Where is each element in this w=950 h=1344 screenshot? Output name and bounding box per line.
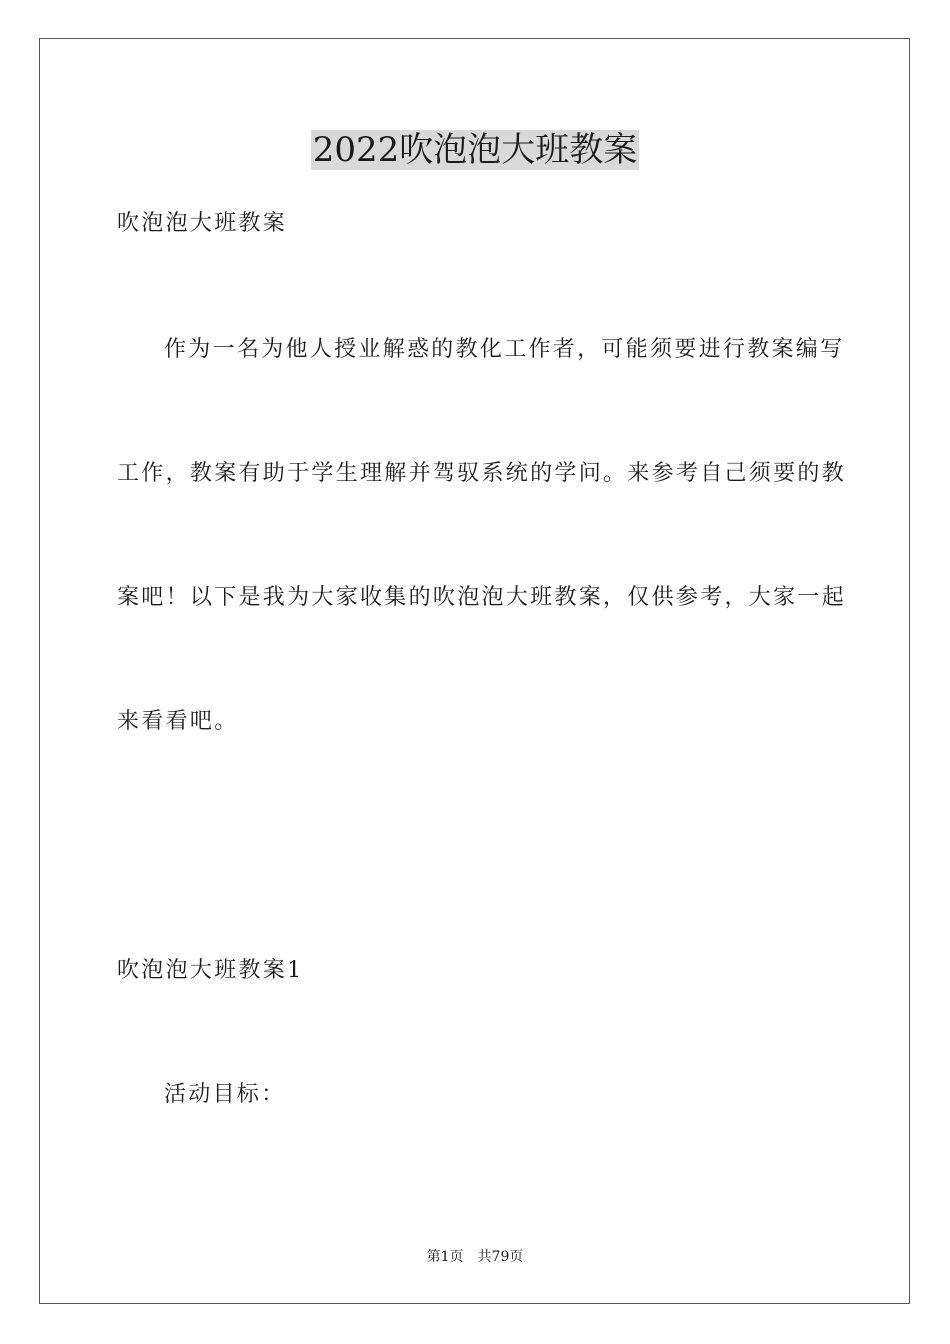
section-heading: 吹泡泡大班教案1: [117, 958, 304, 983]
document-subtitle: 吹泡泡大班教案: [117, 211, 288, 236]
document-title-text: 2022吹泡泡大班教案: [312, 130, 638, 170]
page-footer: 第1页 共79页: [426, 1249, 524, 1265]
intro-line-2: 工作，教案有助于学生理解并驾驭系统的学问。来参考自己须要的教: [117, 461, 847, 486]
intro-line-4: 来看看吧。: [117, 709, 239, 734]
intro-line-1: 作为一名为他人授业解惑的教化工作者，可能须要进行教案编写: [164, 337, 845, 362]
intro-line-3: 案吧！以下是我为大家收集的吹泡泡大班教案，仅供参考，大家一起: [117, 585, 847, 610]
document-title: [0, 128, 950, 172]
activity-goal-label: 活动目标：: [164, 1082, 286, 1107]
